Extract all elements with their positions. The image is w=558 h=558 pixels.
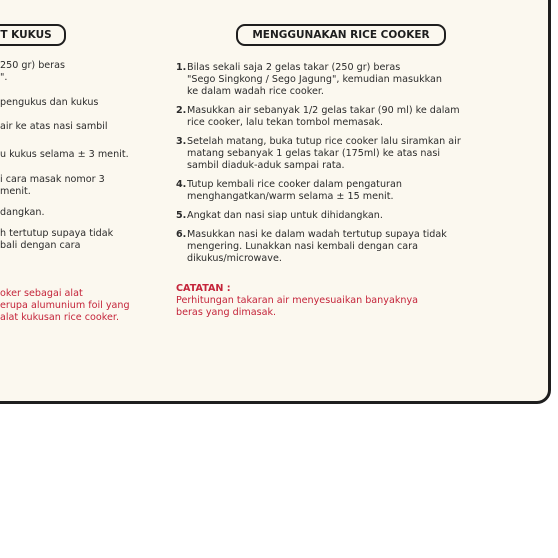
left-step-line: bali dengan cara [0,240,81,251]
notes-line: beras yang dimasak. [176,307,277,318]
step-line: mengering. Lunakkan nasi kembali dengan cara [187,241,418,252]
step-line: sambil diaduk-aduk sampai rata. [187,160,345,171]
brand-logo-right [203,0,237,8]
step-line: "Sego Singkong / Sego Jagung", kemudian masukkan [187,74,442,85]
step-line: rice cooker, lalu tekan tombol memasak. [187,117,384,128]
left-step-3 [0,121,160,133]
left-note-line: oker sebagai alat [0,288,83,299]
notes-title: CATATAN : [176,283,231,294]
step-line: menghangatkan/warm selama ± 15 menit. [187,191,394,202]
left-step-line: dangkan. [0,207,45,218]
left-step-line: air ke atas nasi sambil [0,121,108,132]
left-step-line: h tertutup supaya tidak [0,228,114,239]
notes-block [176,283,528,319]
step-line: ke dalam wadah rice cooker. [187,86,324,97]
step-number: 1. [176,62,187,73]
step-line: Setelah matang, buka tutup rice cooker lalu siramkan air [187,136,461,147]
left-step-line: menit. [0,186,31,197]
left-step-5 [0,174,160,198]
step-1 [176,62,528,98]
right-section-header [236,24,446,46]
left-step-line: u kukus selama ± 3 menit. [0,149,129,160]
step-3 [176,136,528,172]
notes-line: Perhitungan takaran air menyesuaikan banyaknya [176,295,419,306]
step-line: Bilas sekali saja 2 gelas takar (250 gr) beras [187,62,401,73]
step-number: 4. [176,179,187,190]
step-number: 3. [176,136,187,147]
left-step-6 [0,207,160,219]
left-step-line: pengukus dan kukus [0,97,99,108]
left-step-2 [0,97,160,109]
step-line: Masukkan air sebanyak 1/2 gelas takar (90 ml) ke dalam [187,105,460,116]
left-step-line: ". [0,72,8,83]
step-number: 2. [176,105,187,116]
right-steps-column [176,62,528,319]
left-note-line: erupa alumunium foil yang [0,300,130,311]
step-number: 5. [176,210,187,221]
left-step-7 [0,228,160,252]
step-4 [176,179,528,203]
step-6 [176,229,528,265]
step-line: Tutup kembali rice cooker dalam pengaturan [187,179,402,190]
left-step-line: 250 gr) beras [0,60,66,71]
left-section-header [0,24,66,46]
brand-logo-left [76,0,110,8]
step-line: dikukus/microwave. [187,253,282,264]
left-note [0,288,160,324]
step-line: Masukkan nasi ke dalam wadah tertutup supaya tidak [187,229,447,240]
step-line: Angkat dan nasi siap untuk dihidangkan. [187,210,383,221]
step-2 [176,105,528,129]
left-note-line: alat kukusan rice cooker. [0,312,120,323]
step-number: 6. [176,229,187,240]
right-section-header-label: MENGGUNAKAN RICE COOKER [252,29,430,41]
step-line: matang sebanyak 1 gelas takar (175ml) ke atas nasi [187,148,441,159]
step-5 [176,210,528,222]
left-steps-column [0,60,160,324]
left-section-header-label: T KUKUS [0,29,52,41]
left-step-line: i cara masak nomor 3 [0,174,105,185]
left-step-4 [0,149,160,161]
left-step-1 [0,60,160,84]
